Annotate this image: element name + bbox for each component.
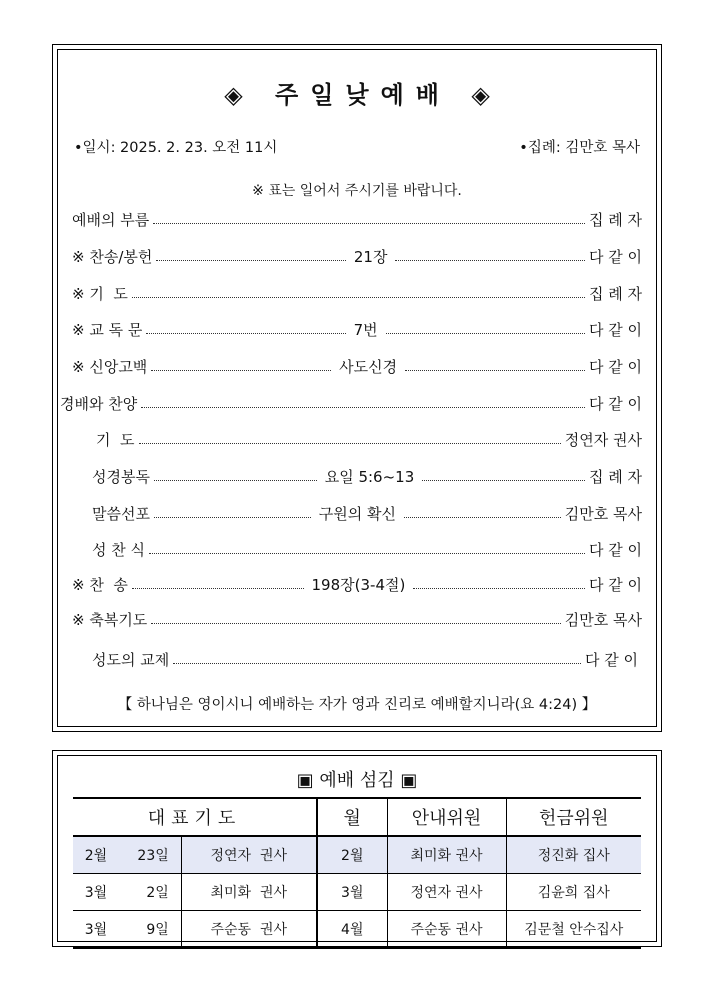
- order-item-detail: 사도신경: [339, 357, 398, 376]
- order-item-person: 정연자 권사: [564, 430, 642, 449]
- leader-dots: [151, 370, 331, 371]
- leader-dots: [132, 297, 585, 298]
- order-item-responsive-reading: [72, 318, 642, 340]
- order-item-detail: 요일 5:6~13: [324, 467, 415, 486]
- leader-dots: [413, 588, 585, 589]
- order-item-person: 다 같 이: [589, 575, 643, 594]
- header-representative-prayer: 대표기도: [73, 798, 317, 836]
- leader-dots: [173, 663, 581, 664]
- order-item-fellowship: [92, 648, 638, 670]
- table-row: [73, 911, 641, 949]
- order-item-label: ※ 찬 송: [72, 575, 128, 594]
- order-item-label: ※ 축복기도: [72, 610, 148, 629]
- order-item-detail: 구원의 확신: [318, 504, 396, 523]
- month-cell: 3월: [317, 874, 387, 911]
- order-item-label: ※ 찬송/봉헌: [72, 247, 153, 266]
- leader-dots: [146, 333, 345, 334]
- usher-cell: 정연자 권사: [387, 874, 506, 911]
- offering-cell: 김윤희 집사: [506, 874, 641, 911]
- order-item-label: 예배의 부름: [72, 210, 150, 229]
- roster-title: ▣ 예배 섬김 ▣: [296, 770, 418, 791]
- leader-dots: [154, 480, 317, 481]
- order-item-detail: 198장(3-4절): [311, 575, 406, 594]
- header-offering: 헌금위원: [506, 798, 641, 836]
- prayer-person: 정연자 권사: [181, 836, 317, 874]
- leader-dots: [132, 588, 304, 589]
- leader-dots: [386, 333, 585, 334]
- order-item-person: 김만호 목사: [564, 504, 642, 523]
- leader-dots: [156, 260, 346, 261]
- leader-dots: [422, 480, 585, 481]
- roster-table: [73, 797, 641, 949]
- order-item-detail: 21장: [353, 247, 388, 266]
- order-item-prayer: [72, 282, 642, 304]
- order-item-communion: [92, 538, 642, 560]
- month-cell: 2월: [317, 836, 387, 874]
- order-item-label: 성 찬 식: [92, 540, 146, 559]
- service-leader: •집례: 김만호 목사: [519, 140, 640, 156]
- prayer-person: 최미화 권사: [181, 874, 317, 911]
- order-item-sermon: [92, 502, 642, 524]
- date-month: 3월: [84, 922, 108, 938]
- order-item-person: 다 같 이: [584, 650, 638, 669]
- leader-dots: [141, 407, 585, 408]
- order-item-person: 김만호 목사: [564, 610, 642, 629]
- page-title: [58, 75, 656, 110]
- order-item-hymn-offering: [72, 245, 642, 267]
- leader-dots: [404, 517, 561, 518]
- order-item-label: ※ 신앙고백: [72, 357, 148, 376]
- prayer-date: [73, 836, 181, 874]
- title-text: 주일낮예배: [275, 81, 451, 109]
- order-item-detail: 7번: [353, 320, 378, 339]
- order-item-person: 다 같 이: [589, 247, 643, 266]
- order-item-person: 집 례 자: [588, 210, 642, 229]
- service-roster-panel: [57, 755, 657, 942]
- order-item-label: 성도의 교제: [92, 650, 170, 669]
- order-item-praise: [60, 392, 642, 414]
- order-item-benediction: [72, 608, 642, 630]
- roster-header-row: [73, 798, 641, 836]
- service-date: •일시: 2025. 2. 23. 오전 11시: [74, 140, 278, 156]
- leader-dots: [153, 223, 585, 224]
- leader-dots: [139, 443, 561, 444]
- offering-cell: 정진화 집사: [506, 836, 641, 874]
- leader-dots: [149, 553, 585, 554]
- header-month: 월: [317, 798, 387, 836]
- order-item-label: 기 도: [96, 430, 135, 449]
- order-item-person: 다 같 이: [588, 320, 642, 339]
- order-of-worship-panel: [57, 49, 657, 727]
- date-day: 23일: [137, 848, 169, 864]
- leader-dots: [154, 517, 311, 518]
- table-row: [73, 874, 641, 911]
- leader-dots: [405, 370, 585, 371]
- order-item-call-to-worship: [72, 208, 642, 230]
- leader-dots: [151, 623, 560, 624]
- order-item-hymn: [72, 573, 642, 595]
- order-item-label: 경배와 찬양: [60, 394, 138, 413]
- prayer-date: [73, 874, 181, 911]
- table-row: [73, 836, 641, 874]
- order-item-person: 다 같 이: [588, 540, 642, 559]
- date-month: 3월: [84, 885, 108, 901]
- date-day: 9일: [146, 922, 169, 938]
- order-item-label: ※ 교 독 문: [72, 320, 143, 339]
- header-usher: 안내위원: [387, 798, 506, 836]
- standing-notice: ※ 표는 일어서 주시기를 바랍니다.: [252, 183, 462, 199]
- order-of-worship-frame: [52, 44, 662, 732]
- offering-cell: 김문철 안수집사: [506, 911, 641, 949]
- leader-dots: [395, 260, 585, 261]
- diamond-icon-right: ◈: [471, 81, 490, 109]
- diamond-icon-left: ◈: [224, 81, 243, 109]
- prayer-date: [73, 911, 181, 949]
- prayer-person: 주순동 권사: [181, 911, 317, 949]
- order-item-person: 다 같 이: [588, 357, 642, 376]
- order-item-person: 집 례 자: [588, 467, 642, 486]
- usher-cell: 주순동 권사: [387, 911, 506, 949]
- service-roster-frame: [52, 750, 662, 947]
- date-day: 2일: [146, 885, 169, 901]
- order-item-label: 성경봉독: [92, 467, 150, 486]
- scripture-quote: 【 하나님은 영이시니 예배하는 자가 영과 진리로 예배할지니라(요 4:24) 】: [117, 697, 597, 713]
- order-item-creed: [72, 355, 642, 377]
- month-cell: 4월: [317, 911, 387, 949]
- order-item-person: 집 례 자: [588, 284, 642, 303]
- order-item-label: ※ 기 도: [72, 284, 128, 303]
- date-month: 2월: [84, 848, 108, 864]
- order-item-scripture: [92, 465, 642, 487]
- usher-cell: 최미화 권사: [387, 836, 506, 874]
- order-item-label: 말씀선포: [92, 504, 150, 523]
- order-item-person: 다 같 이: [588, 394, 642, 413]
- order-item-prayer-2: [92, 428, 642, 450]
